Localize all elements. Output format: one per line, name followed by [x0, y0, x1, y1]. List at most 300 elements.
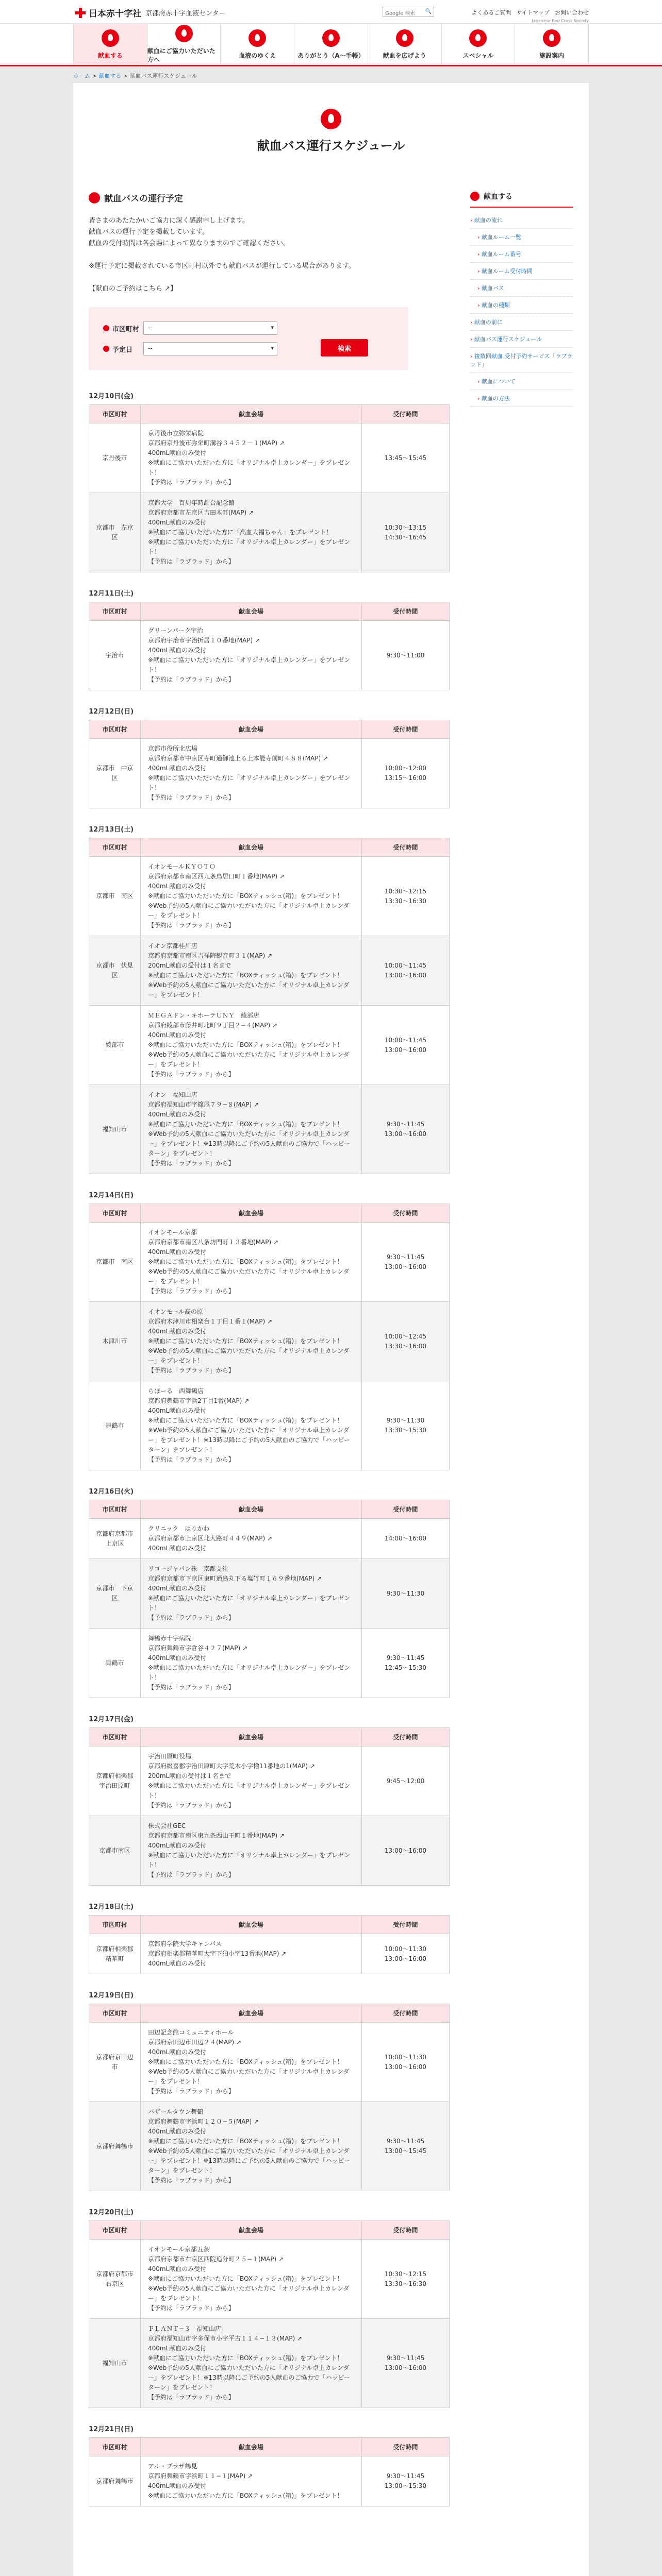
- venue-line: ※Web予約の5人献血にご協力いただいた方に「オリジナル卓上カレンダー」をプレゼント！※13時以降にご予約の5人献血のご協力で「ハッピーターン」をプレゼント！: [148, 1130, 351, 1157]
- nav-label: 血液のゆくえ: [239, 52, 276, 59]
- section-heading: [89, 191, 450, 204]
- row-time: 13:00〜16:00: [362, 1816, 450, 1886]
- day-date: 12月19日(日): [89, 1992, 134, 1999]
- venue-line: ※献血にご協力いただいた方に「オリジナル卓上カレンダー」をプレゼント！: [148, 1664, 351, 1681]
- org-name: 日本赤十字社: [89, 9, 141, 19]
- reserve-link[interactable]: 【予約は「ラブラッド」から】: [148, 479, 235, 486]
- day-block: [89, 2207, 450, 2408]
- venue-map-link[interactable]: 京都府綴喜郡宇治田原町大字荒木小字櫓11番地の1(MAP) ↗: [148, 1762, 315, 1770]
- venue-map-link[interactable]: 京都府京都市中京区寺町通御池上る上本能寺前町４８８(MAP) ↗: [148, 755, 328, 762]
- day-block: [89, 1486, 450, 1698]
- blood-drop-icon: [470, 192, 479, 201]
- row-city: 舞鶴市: [89, 1381, 141, 1470]
- intro-line: 皆さまのあたたかいご協力に深く感謝申し上げます。: [89, 217, 249, 225]
- header-city: 市区町村: [89, 720, 141, 739]
- row-time: 9:30〜11:45 13:00〜16:00: [362, 1223, 450, 1302]
- venue-line: 400mL献血のみ受付: [148, 1960, 207, 1967]
- sidebar-item-6[interactable]: › 献血の前に: [470, 314, 573, 331]
- search-button[interactable]: 検索: [321, 339, 368, 357]
- venue-line: クリニック はりかわ: [148, 1525, 210, 1532]
- header-time: 受付時間: [362, 602, 450, 621]
- venue-line: 400mL献血のみ受付: [148, 1328, 207, 1335]
- venue-map-link[interactable]: 京都府京都市南区八条坊門町１３番地(MAP) ↗: [148, 1239, 279, 1246]
- table-row: [89, 423, 450, 493]
- day-block: [89, 588, 450, 690]
- venue-line: ※献血にご協力いただいた方に「オリジナル卓上カレンダー」をプレゼント！: [148, 459, 351, 476]
- day-block: [89, 1990, 450, 2191]
- row-venue: [141, 1559, 362, 1629]
- day-date: 12月17日(金): [89, 1716, 134, 1723]
- row-venue: [141, 1006, 362, 1085]
- row-city: 舞鶴市: [89, 1629, 141, 1698]
- row-time: 9:30〜11:45 13:00〜16:00: [362, 1085, 450, 1174]
- schedule-table: [89, 602, 450, 690]
- sidebar-item-0[interactable]: › 献血の流れ: [470, 212, 573, 229]
- venue-map-link[interactable]: 京都府京都市下京区東町通烏丸下る塩竹町１６９番地(MAP) ↗: [148, 1575, 322, 1582]
- table-row: [89, 1381, 450, 1470]
- row-city: 京都市 南区: [89, 1223, 141, 1302]
- sidebar-item-7[interactable]: › 献血バス運行スケジュール: [470, 331, 573, 348]
- header-time: 受付時間: [362, 2004, 450, 2023]
- nav-label: 献血を広げよう: [383, 52, 426, 59]
- org-name-en: Japanese Red Cross Society: [532, 19, 589, 23]
- row-time: 9:30〜11:45 12:45〜15:30: [362, 1629, 450, 1698]
- venue-line: ※Web予約の5人献血にご協力いただいた方に「オリジナル卓上カレンダー」をプレゼント！: [148, 1268, 350, 1285]
- blood-drop-icon: [321, 109, 341, 129]
- table-row: [89, 2456, 450, 2506]
- header-venue: 献血会場: [141, 1728, 362, 1747]
- venue-line: 400mL献血のみ受付: [148, 449, 207, 456]
- row-time: 10:00〜12:00 13:15〜16:00: [362, 739, 450, 808]
- row-city: 木津川市: [89, 1302, 141, 1381]
- row-time: 10:00〜11:30 13:00〜16:00: [362, 1934, 450, 1974]
- venue-line: 200mL献血の受付は１名まで: [148, 1772, 231, 1780]
- nav-item-4[interactable]: [368, 24, 442, 65]
- row-city: 綾部市: [89, 1006, 141, 1085]
- row-venue: [141, 1629, 362, 1698]
- row-time: 10:30〜13:15 14:30〜16:45: [362, 493, 450, 572]
- row-venue: [141, 1934, 362, 1974]
- row-city: 京都府京都市 上京区: [89, 1519, 141, 1559]
- schedule-table: [89, 838, 450, 1174]
- sidebar-item-10[interactable]: › 献血の方法: [470, 390, 573, 407]
- venue-map-link[interactable]: 京都府京都市上京区北大路町４４９(MAP) ↗: [148, 1535, 273, 1542]
- breadcrumb-home[interactable]: ホーム: [73, 73, 90, 79]
- venue-line: グリーンパーク宇治: [148, 627, 203, 634]
- header-city: 市区町村: [89, 2221, 141, 2240]
- reserve-link[interactable]: 【予約は「ラブラッド」から】: [148, 2088, 235, 2095]
- day-block: [89, 2424, 450, 2506]
- search-placeholder: Google 検索: [385, 11, 416, 16]
- header-time: 受付時間: [362, 1500, 450, 1519]
- venue-line: ＰＬＡＮＴ−３ 福知山店: [148, 2325, 222, 2332]
- bullet-icon: [103, 325, 109, 331]
- header-venue: 献血会場: [141, 838, 362, 857]
- table-row: [89, 2240, 450, 2319]
- venue-line: 400mL献血のみ受付: [148, 2345, 207, 2352]
- venue-line: ※献血にご協力いただいた方に「オリジナル卓上カレンダー」をプレゼント！: [148, 1852, 351, 1869]
- venue-line: ※献血にご協力いただいた方に「BOXティッシュ(箱)」をプレゼント！: [148, 2138, 343, 2145]
- reserve-link[interactable]: 【予約は「ラブラッド」から】: [148, 1684, 235, 1691]
- city-label: 市区町村: [103, 324, 143, 333]
- day-block: [89, 706, 450, 808]
- header-venue: 献血会場: [141, 1916, 362, 1934]
- venue-line: 200mL献血の受付は１名まで: [148, 962, 231, 969]
- nav-item-1[interactable]: [147, 24, 221, 65]
- table-row: [89, 1934, 450, 1974]
- table-row: [89, 1816, 450, 1886]
- table-row: [89, 1559, 450, 1629]
- row-time: 9:30〜11:45 13:00〜15:30: [362, 2456, 450, 2506]
- venue-line: 400mL献血のみ受付: [148, 1654, 207, 1662]
- venue-line: 400mL献血のみ受付: [148, 2265, 207, 2273]
- venue-line: 400mL献血のみ受付: [148, 883, 207, 890]
- blood-drop-icon: [89, 192, 100, 204]
- nav-item-2[interactable]: [221, 24, 294, 65]
- table-row: [89, 739, 450, 808]
- venue-line: 400mL献血のみ受付: [148, 1585, 207, 1592]
- row-time: 9:30〜11:30: [362, 1559, 450, 1629]
- reserve-link[interactable]: 【予約は「ラブラッド」から】: [148, 2304, 235, 2312]
- reserve-link[interactable]: 【予約は「ラブラッド」から】: [148, 1614, 235, 1621]
- header-time: 受付時間: [362, 720, 450, 739]
- row-venue: [141, 1519, 362, 1559]
- row-venue: [141, 1302, 362, 1381]
- venue-map-link[interactable]: 京都府京都市右京区西院追分町２５−１(MAP) ↗: [148, 2256, 284, 2263]
- venue-line: 田辺記念館コミュニティホール: [148, 2029, 234, 2036]
- table-row: [89, 1085, 450, 1174]
- venue-line: ※Web予約の5人献血にご協力いただいた方に「オリジナル卓上カレンダー」をプレゼント！: [148, 902, 350, 919]
- table-row: [89, 1006, 450, 1085]
- venue-line: ※Web予約の5人献血にご協力いただいた方に「オリジナル卓上カレンダー」をプレゼント！: [148, 981, 350, 998]
- row-city: 京都市 伏見区: [89, 936, 141, 1006]
- row-city: 京都市 左京区: [89, 493, 141, 572]
- venue-map-link[interactable]: 京都府京都市南区東九条西山王町１番地(MAP) ↗: [148, 1832, 285, 1839]
- venue-line: 400mL献血のみ受付: [148, 2128, 207, 2135]
- reserve-link[interactable]: 【予約は「ラブラッド」から】: [148, 1456, 235, 1463]
- schedule-table: [89, 2437, 450, 2506]
- venue-map-link[interactable]: 京都府京都市南区吉祥院観音町３１(MAP) ↗: [148, 952, 273, 959]
- venue-map-link[interactable]: 京都府京丹後市弥栄町溝谷３４５２－１(MAP) ↗: [148, 439, 285, 447]
- venue-line: 400mL献血のみ受付: [148, 1248, 207, 1256]
- day-block: [89, 824, 450, 1174]
- venue-line: 京丹後市立弥栄病院: [148, 430, 204, 437]
- nav-icon: [322, 29, 340, 47]
- nav-icon: [102, 29, 119, 47]
- row-time: 9:30〜11:45 13:00〜15:45: [362, 2102, 450, 2191]
- intro-line: [89, 272, 450, 283]
- row-venue: [141, 1816, 362, 1886]
- sidebar-nav: [470, 212, 573, 407]
- site-logo[interactable]: [75, 6, 225, 19]
- reserve-link[interactable]: 【予約は「ラブラッド」から】: [148, 1367, 235, 1374]
- table-row: [89, 621, 450, 690]
- header-venue: 献血会場: [141, 1204, 362, 1223]
- header-venue: 献血会場: [141, 405, 362, 423]
- venue-map-link[interactable]: 京都府舞鶴市字浜町１１−１(MAP) ↗: [148, 2472, 253, 2480]
- header-venue: 献血会場: [141, 602, 362, 621]
- schedule-table: [89, 1204, 450, 1470]
- nav-item-0[interactable]: [74, 24, 147, 65]
- row-venue: [141, 621, 362, 690]
- venue-line: 京都府学院大学キャンパス: [148, 1940, 222, 1947]
- venue-line: リコージャパン株 京都支社: [148, 1565, 228, 1572]
- venue-map-link[interactable]: 京都府相楽郡精華町大字下狛小字13番地(MAP) ↗: [148, 1950, 287, 1957]
- venue-line: 400mL献血のみ受付: [148, 1111, 207, 1118]
- row-time: 14:00〜16:00: [362, 1519, 450, 1559]
- nav-icon: [175, 25, 193, 42]
- venue-map-link[interactable]: 京都府京都市南区西九条鳥居口町１番地(MAP) ↗: [148, 873, 285, 880]
- venue-line: ※献血にご協力いただいた方に「BOXティッシュ(箱)」をプレゼント！: [148, 892, 343, 900]
- sidebar-item-8[interactable]: › 複数回献血 受付予約サービス「ラブラッド」: [470, 348, 573, 373]
- venue-line: ※献血にご協力いただいた方に「BOXティッシュ(箱)」をプレゼント！: [148, 1121, 343, 1128]
- sidebar-heading: [470, 191, 573, 208]
- header-city: 市区町村: [89, 838, 141, 857]
- reserve-link[interactable]: 【予約は「ラブラッド」から】: [148, 2177, 235, 2184]
- venue-line: ※献血にご協力いただいた方に「BOXティッシュ(箱)」をプレゼント！: [148, 1258, 343, 1265]
- row-venue: [141, 2023, 362, 2102]
- venue-line: ※Web予約の5人献血にご協力いただいた方に「オリジナル卓上カレンダー」をプレゼント！※13時以降にご予約の5人献血のご協力で「ハッピーターン」をプレゼント！: [148, 2364, 351, 2391]
- day-date: 12月11日(土): [89, 590, 134, 598]
- nav-icon: [249, 29, 266, 47]
- header-time: 受付時間: [362, 1728, 450, 1747]
- bullet-icon: [103, 346, 109, 352]
- header-city: 市区町村: [89, 2004, 141, 2023]
- row-venue: [141, 2240, 362, 2319]
- venue-line: ※献血にご協力いただいた方に「オリジナル卓上カレンダー」をプレゼント！: [148, 1595, 351, 1612]
- row-time: 13:45〜15:45: [362, 423, 450, 493]
- venue-line: バザールタウン舞鶴: [148, 2108, 204, 2115]
- intro-line: 献血の受付時間は各会場によって異なりますのでご確認ください。: [89, 240, 290, 247]
- row-venue: [141, 423, 362, 493]
- day-block: [89, 1901, 450, 1974]
- day-date: 12月21日(日): [89, 2426, 134, 2433]
- header-city: 市区町村: [89, 1204, 141, 1223]
- day-date: 12月13日(土): [89, 826, 134, 834]
- row-venue: [141, 936, 362, 1006]
- row-venue: [141, 1223, 362, 1302]
- sidebar: [470, 176, 573, 2522]
- row-time: 10:00〜11:45 13:00〜16:00: [362, 1006, 450, 1085]
- venue-map-link[interactable]: 京都府舞鶴市字倉谷４２７(MAP) ↗: [148, 1645, 248, 1652]
- sidebar-item-2[interactable]: › 献血ルーム番号: [470, 246, 573, 263]
- row-venue: [141, 857, 362, 936]
- venue-line: らぽーる 西舞鶴店: [148, 1387, 204, 1395]
- row-time: 9:30〜11:45 13:00〜16:00: [362, 2319, 450, 2408]
- row-city: 京都府京田辺市: [89, 2023, 141, 2102]
- reserve-link[interactable]: 【予約は「ラブラッド」から】: [148, 1160, 235, 1167]
- date-select[interactable]: -- ▾: [143, 342, 277, 355]
- header-venue: 献血会場: [141, 2438, 362, 2456]
- row-time: 10:00〜12:45 13:30〜16:00: [362, 1302, 450, 1381]
- nav-icon: [469, 29, 487, 47]
- sidebar-item-9[interactable]: › 献血について: [470, 373, 573, 390]
- venue-map-link[interactable]: 京都府木津川市相楽台１丁目１番１(MAP) ↗: [148, 1318, 273, 1325]
- venue-line: 宇治田原町役場: [148, 1753, 192, 1760]
- reserve-link[interactable]: 【予約は「ラブラッド」から】: [148, 676, 235, 683]
- search-input[interactable]: [383, 7, 434, 17]
- reserve-link[interactable]: 【予約は「ラブラッド」から】: [148, 1071, 235, 1078]
- center-name: 京都府赤十字血液センター: [145, 10, 226, 18]
- venue-map-link[interactable]: 京都府綾部市藤井町北町９丁目２−４(MAP) ↗: [148, 1022, 278, 1029]
- venue-line: ※献血にご協力いただいた方に「オリジナル卓上カレンダー」をプレゼント！: [148, 1782, 351, 1799]
- schedule-table: [89, 1915, 450, 1974]
- table-row: [89, 936, 450, 1006]
- header-time: 受付時間: [362, 1916, 450, 1934]
- venue-line: イオン京都桂川店: [148, 942, 197, 950]
- schedule-table: [89, 1500, 450, 1698]
- day-date: 12月20日(土): [89, 2209, 134, 2216]
- main-column: [89, 176, 450, 2522]
- intro-line: ※運行予定に掲載されている市区町村以外でも献血バスが運行している場合があります。: [89, 262, 355, 270]
- row-venue: [141, 2102, 362, 2191]
- row-city: 京都府舞鶴市: [89, 2102, 141, 2191]
- venue-line: 400mL献血のみ受付: [148, 1031, 207, 1039]
- reserve-link[interactable]: 【予約は「ラブラッド」から】: [148, 922, 235, 929]
- schedule-table: [89, 2004, 450, 2191]
- venue-line: ※献血にご協力いただいた方に「オリジナル卓上カレンダー」をプレゼント！: [148, 538, 351, 555]
- table-row: [89, 2319, 450, 2408]
- intro-line: 【献血のご予約はこちら ↗】: [89, 285, 177, 293]
- intro-line: [89, 249, 450, 261]
- row-time: 9:30〜11:00: [362, 621, 450, 690]
- venue-map-link[interactable]: 京都府宇治市宇治折居１０番地(MAP) ↗: [148, 637, 260, 644]
- nav-item-5[interactable]: [442, 24, 516, 65]
- venue-line: 400mL献血のみ受付: [148, 1407, 207, 1414]
- sidebar-item-5[interactable]: › 献血の種類: [470, 297, 573, 314]
- nav-icon: [543, 29, 560, 47]
- day-block: [89, 1190, 450, 1470]
- table-row: [89, 1747, 450, 1816]
- breadcrumb-l1[interactable]: 献血する: [98, 73, 122, 79]
- venue-line: ※献血にご協力いただいた方に「BOXティッシュ(箱)」をプレゼント！: [148, 2354, 343, 2362]
- nav-label: 献血する: [97, 52, 123, 59]
- breadcrumb-sep: >: [90, 73, 99, 79]
- nav-item-3[interactable]: [294, 24, 368, 65]
- row-city: 京都市南区: [89, 1816, 141, 1886]
- venue-line: 京都大学 百周年時計台記念館: [148, 499, 235, 506]
- sidebar-item-1[interactable]: › 献血ルーム一覧: [470, 229, 573, 246]
- table-row: [89, 493, 450, 572]
- row-time: 10:30〜12:15 13:30〜16:30: [362, 857, 450, 936]
- schedule-table: [89, 404, 450, 572]
- header-time: 受付時間: [362, 838, 450, 857]
- nav-icon: [396, 29, 413, 47]
- contact-link[interactable]: お問い合わせ: [555, 9, 589, 16]
- venue-line: ※献血にご協力いただいた方に「BOXティッシュ(箱)」をプレゼント！: [148, 1417, 343, 1424]
- global-nav: [0, 24, 662, 66]
- venue-line: 400mL献血のみ受付: [148, 2048, 207, 2056]
- row-venue: [141, 739, 362, 808]
- venue-map-link[interactable]: 京都府京都市左京区吉田本町(MAP) ↗: [148, 509, 254, 516]
- venue-map-link[interactable]: 京都府福知山市字篠尾７９−８(MAP) ↗: [148, 1101, 259, 1108]
- row-city: 京都市 下京区: [89, 1559, 141, 1629]
- nav-label: 献血にご協力いただいた方へ: [147, 47, 216, 63]
- header-city: 市区町村: [89, 1500, 141, 1519]
- venue-map-link[interactable]: 京都府京田辺市田辺２４(MAP) ↗: [148, 2039, 242, 2046]
- nav-label: スペシャル: [462, 52, 494, 59]
- row-venue: [141, 1085, 362, 1174]
- reserve-link[interactable]: 【予約は「ラブラッド」から】: [148, 558, 235, 565]
- venue-line: ※献血にご協力いただいた方に「BOXティッシュ(箱)」をプレゼント！: [148, 2492, 343, 2499]
- venue-map-link[interactable]: 京都府舞鶴市字浜2丁目1番(MAP) ↗: [148, 1397, 250, 1404]
- row-city: 京都府京都市 右京区: [89, 2240, 141, 2319]
- breadcrumb-sep: >: [121, 73, 130, 79]
- venue-line: イオンモールＫＹＯＴＯ: [148, 863, 216, 870]
- venue-line: ※Web予約の5人献血にご協力いただいた方に「オリジナル卓上カレンダー」をプレゼント！: [148, 2068, 350, 2085]
- faq-link[interactable]: よくあるご質問: [471, 9, 511, 16]
- table-row: [89, 1519, 450, 1559]
- row-time: 10:30〜12:15 13:30〜16:30: [362, 2240, 450, 2319]
- reserve-link[interactable]: 【予約は「ラブラッド」から】: [148, 2394, 235, 2401]
- header-city: 市区町村: [89, 1728, 141, 1747]
- reserve-link[interactable]: 【予約は「ラブラッド」から】: [148, 1802, 235, 1809]
- day-date: 12月16日(火): [89, 1488, 134, 1496]
- row-city: 京都市 南区: [89, 857, 141, 936]
- nav-item-6[interactable]: [515, 24, 589, 65]
- venue-line: 400mL献血のみ受付: [148, 1842, 207, 1849]
- day-date: 12月12日(日): [89, 708, 134, 716]
- row-city: 福知山市: [89, 2319, 141, 2408]
- header-city: 市区町村: [89, 405, 141, 423]
- row-time: 9:45〜12:00: [362, 1747, 450, 1816]
- venue-line: ※献血にご協力いただいた方に「高血大福ちゃん」をプレゼント！: [148, 529, 333, 536]
- venue-line: 株式会社GEC: [148, 1822, 186, 1829]
- venue-line: ＭＥＧＡドン・キホーテＵＮＹ 綾部店: [148, 1012, 260, 1019]
- row-time: 10:00〜11:30 13:00〜16:00: [362, 2023, 450, 2102]
- breadcrumb: [73, 66, 589, 83]
- header-venue: 献血会場: [141, 2221, 362, 2240]
- section-title: 献血バスの運行予定: [104, 194, 183, 204]
- search-icon[interactable]: 🔍: [425, 9, 432, 14]
- city-select[interactable]: -- ▾: [143, 321, 277, 335]
- row-city: 京都府相楽郡 精華町: [89, 1934, 141, 1974]
- venue-line: 400mL献血のみ受付: [148, 2482, 207, 2489]
- venue-line: ※Web予約の5人献血にご協力いただいた方に「オリジナル卓上カレンダー」をプレゼント！※13時以降にご予約の5人献血のご協力で「ハッピーターン」をプレゼント！: [148, 2147, 351, 2174]
- table-row: [89, 2102, 450, 2191]
- sitemap-link[interactable]: サイトマップ: [516, 9, 550, 16]
- date-label: 予定日: [103, 344, 143, 354]
- venue-map-link[interactable]: 京都府舞鶴市字浜町１２０−５(MAP) ↗: [148, 2118, 259, 2125]
- sidebar-item-4[interactable]: › 献血バス: [470, 280, 573, 297]
- row-city: 京都市 中京区: [89, 739, 141, 808]
- page-header: [89, 88, 573, 176]
- reserve-link[interactable]: 【予約は「ラブラッド」から】: [148, 1287, 235, 1295]
- day-date: 12月14日(日): [89, 1192, 134, 1199]
- venue-line: ※Web予約の5人献血にご協力いただいた方に「オリジナル卓上カレンダー」をプレゼント！: [148, 1347, 350, 1364]
- reserve-link[interactable]: 【予約は「ラブラッド」から】: [148, 794, 235, 801]
- intro-line: 献血バスの運行予定を掲載しています。: [89, 228, 209, 236]
- venue-line: アル・プラザ鶴見: [148, 2463, 197, 2470]
- venue-map-link[interactable]: 京都府福知山市字多保市小字平古１１４−１３(MAP) ↗: [148, 2335, 303, 2342]
- schedule-table: [89, 2221, 450, 2408]
- nav-label: ありがとう（A〜手帳）: [297, 52, 365, 59]
- row-venue: [141, 2319, 362, 2408]
- row-time: 10:00〜11:45 13:00〜16:00: [362, 936, 450, 1006]
- reserve-link[interactable]: 【予約は「ラブラッド」から】: [148, 1871, 235, 1878]
- venue-line: 400mL献血のみ受付: [148, 1545, 207, 1552]
- sidebar-item-3[interactable]: › 献血ルーム受付時間: [470, 263, 573, 280]
- top-header: [0, 0, 662, 24]
- header-venue: 献血会場: [141, 1500, 362, 1519]
- intro-text: [89, 215, 450, 295]
- venue-line: ※献血にご協力いただいた方に「BOXティッシュ(箱)」をプレゼント！: [148, 1337, 343, 1345]
- row-city: 宇治市: [89, 621, 141, 690]
- venue-line: ※Web予約の5人献血にご協力いただいた方に「オリジナル卓上カレンダー」をプレゼント！: [148, 2285, 350, 2302]
- table-row: [89, 2023, 450, 2102]
- venue-line: イオンモール京都: [148, 1229, 197, 1236]
- schedule-list: [89, 391, 450, 2506]
